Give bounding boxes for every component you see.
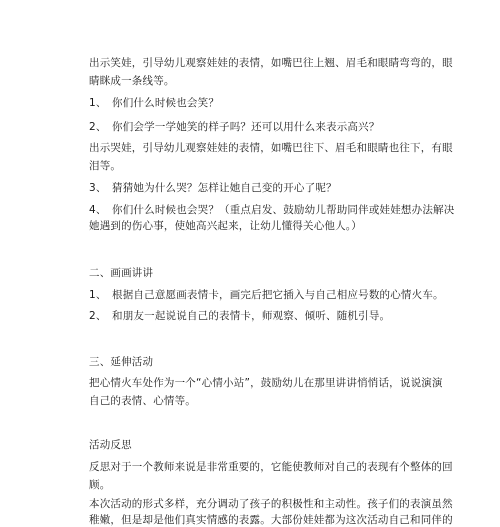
paragraph-line: 本次活动的形式多样，充分调动了孩子的积极性和主动性。孩子们的表演虽然 <box>89 498 453 510</box>
section-heading: 活动反思 <box>89 439 132 451</box>
list-item: 1、 你们什么时候也会笑？ <box>89 97 220 109</box>
paragraph-line: 稚嫩，但是却是他们真实情感的表露。大部份娃娃都为这次活动自己和同伴的 <box>89 514 453 526</box>
section-heading: 二、画画讲讲 <box>89 267 154 279</box>
list-item: 2、 和朋友一起说说自己的表情卡，师观察、倾听、随机引导。 <box>89 310 391 322</box>
paragraph-line: 出示笑娃，引导幼儿观察娃娃的表情，如嘴巴往上翘、眉毛和眼睛弯弯的，眼 <box>89 57 453 69</box>
paragraph-line: 泪等。 <box>89 160 122 172</box>
paragraph-line: 出示哭娃，引导幼儿观察娃娃的表情，如嘴巴往下、眉毛和眼睛也往下，有眼 <box>89 142 453 154</box>
paragraph-line: 睛眯成一条线等。 <box>89 75 175 87</box>
list-item: 1、 根据自己意愿画表情卡，画完后把它插入与自己相应号数的心情火车。 <box>89 289 444 301</box>
paragraph-line: 她遇到的伤心事，使她高兴起来，让幼儿懂得关心他人。） <box>89 220 362 232</box>
list-item: 2、 你们会学一学她笑的样子吗？还可以用什么来表示高兴？ <box>89 121 380 133</box>
list-item: 3、 猜猜她为什么哭？怎样让她自己变的开心了呢？ <box>89 182 337 194</box>
paragraph-line: 自己的表情、心情等。 <box>89 395 196 407</box>
paragraph-line: 反思对于一个教师来说是非常重要的，它能使教师对自己的表现有个整体的回 <box>89 461 453 473</box>
paragraph-line: 顾。 <box>89 479 111 491</box>
list-item: 4、 你们什么时候也会哭？（重点启发、鼓励幼儿帮助同伴或娃娃想办法解决 <box>89 204 455 216</box>
section-heading: 三、延伸活动 <box>89 356 154 368</box>
paragraph-line: 把心情火车处作为一个“心情小站”，鼓励幼儿在那里讲讲悄悄话，说说演演 <box>89 377 443 389</box>
